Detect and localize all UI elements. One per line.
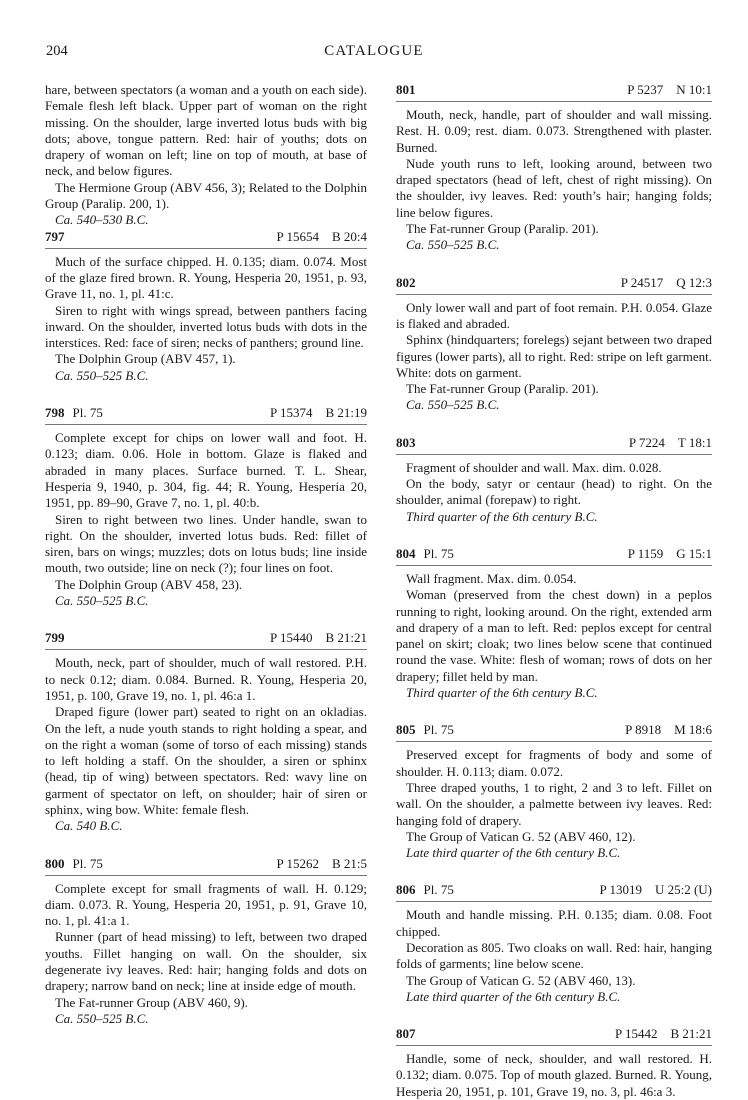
continuation-text: hare, between spectators (a woman and a youth on each side). Female flesh left black. Upper part of woman on the right missing. On the shoulder, large inverted lotus buds with big dots; above, tongue pattern. Red: hair of youths; dots on drapery of woman on left; line on top of mouth, at base of neck, and below figures. [45, 82, 367, 179]
entry-date: Late third quarter of the 6th century B.C. [406, 845, 621, 861]
entry-header [45, 630, 367, 650]
catalogue-entry [396, 435, 712, 525]
entry-date: Ca. 550–525 B.C. [55, 593, 149, 609]
entry-header [396, 435, 712, 455]
grid-reference: B 21:21 [670, 1026, 712, 1042]
entry-id [45, 856, 103, 872]
plate-reference: Pl. 75 [72, 855, 103, 871]
grid-reference: T 18:1 [677, 434, 712, 450]
entry-decoration: Sphinx (hindquarters; forelegs) sejant between two draped figures (lower parts), all to right. Red: stripe on left garment. White: dots on garment. [396, 332, 712, 380]
catalogue-entry [45, 630, 367, 834]
grid-reference: N 10:1 [676, 82, 712, 97]
entry-description: Complete except for chips on lower wall and foot. H. 0.123; diam. 0.06. Hole in bottom. Glaze is flaked and abraded in many places. Surface burned. T. L. Shear, Hesperia 9, 1940, p. 304, fig. 44; R. Young, Hesperia 20, 1951, pp. 89–90, Grave 7, no. 1, pl. 40:b. [45, 430, 367, 511]
inventory-number: P 5237 [627, 82, 664, 97]
entry-header [396, 275, 712, 295]
entry-id [396, 722, 454, 738]
inventory-number: P 15654 [276, 228, 319, 244]
catalogue-entry [396, 82, 712, 254]
entry-date: Third quarter of the 6th century B.C. [406, 508, 598, 524]
page-number: 204 [46, 43, 68, 59]
entry-header [396, 882, 712, 902]
entry-attribution: The Fat-runner Group (Paralip. 201). [406, 381, 599, 397]
entry-decoration: Woman (preserved from the chest down) in a peplos running to right, looking around. On the right, extended arm and drapery of a man to left. Red: peplos except for central panel on skirt; cloak; two lines below scene that continued round the vase. White: flesh of woman; rows of dots on her drapery; fillet held by man. [396, 587, 712, 684]
entry-decoration: On the body, satyr or centaur (head) to right. On the shoulder, animal (forepaw) to right. [396, 476, 712, 508]
entry-description: Fragment of shoulder and wall. Max. dim. 0.028. [406, 459, 662, 475]
entry-decoration: Siren to right between two lines. Under handle, swan to right. On the shoulder, inverted lotus buds. Red: fillet of siren, bars on wings; muzzles; dots on lotus buds; line inside mouth, two outside; line on neck (?); four lines on foot. [45, 511, 367, 576]
grid-reference: B 21:5 [331, 855, 367, 871]
entry-number: 806 [396, 882, 416, 898]
catalogue-entry [45, 856, 367, 1028]
inventory-info [621, 275, 712, 291]
entry-number: 801 [396, 82, 416, 97]
entry-id [396, 82, 416, 98]
inventory-number: P 1159 [627, 545, 664, 561]
entry-description: Wall fragment. Max. dim. 0.054. [406, 570, 577, 586]
inventory-number: P 13019 [599, 882, 642, 898]
entry-date: Ca. 540 B.C. [55, 818, 123, 834]
entry-description: Complete except for small fragments of wall. H. 0.129; diam. 0.073. R. Young, Hesperia 20, 1951, p. 91, Grave 10, no. 1, pl. 41:a 1. [45, 880, 367, 929]
entry-attribution: The Dolphin Group (ABV 457, 1). [55, 351, 236, 367]
entry-id [396, 1026, 416, 1042]
continuation-block [45, 82, 367, 229]
catalogue-entry [396, 1026, 712, 1100]
continuation-date: Ca. 540–530 B.C. [55, 212, 149, 228]
right-entries [396, 82, 712, 1100]
grid-reference: B 20:4 [331, 228, 367, 244]
entry-decoration: Nude youth runs to left, looking around, between two draped spectators (head of left, chest of right missing). On the shoulder, ivy leaves. Red: youth’s hair; hanging folds; line below figures. [396, 155, 712, 220]
entry-decoration: Decoration as 805. Two cloaks on wall. Red: hair, hanging folds of garments; line below scene. [396, 939, 712, 972]
entry-header [45, 856, 367, 876]
inventory-info [628, 546, 712, 562]
entry-number: 803 [396, 434, 416, 450]
entry-decoration: Draped figure (lower part) seated to right on an okladias. On the left, a nude youth stands to right holding a spear, and on the right a woman (some of torso of each missing) stands to left holding a staff. On the shoulder, a siren or sphinx (head, tip of wing) between spectators. Red: wavy line on garment of spectator on left, on shoulder; hair of siren or sphinx, wing bow. White: female flesh. [45, 704, 367, 817]
catalogue-entry [45, 405, 367, 609]
entry-number: 802 [396, 274, 416, 290]
plate-reference: Pl. 75 [423, 545, 454, 561]
inventory-info [625, 722, 712, 738]
entry-date: Ca. 550–525 B.C. [55, 367, 149, 383]
entry-description: Mouth, neck, handle, part of shoulder and wall missing. Rest. H. 0.09; rest. diam. 0.073. Strengthened with plaster. Burned. [396, 107, 712, 155]
entry-attribution: The Group of Vatican G. 52 (ABV 460, 12). [406, 828, 636, 844]
inventory-number: P 8918 [625, 722, 662, 738]
entry-header [45, 229, 367, 249]
entry-description: Preserved except for fragments of body and some of shoulder. H. 0.113; diam. 0.072. [396, 747, 712, 779]
entry-attribution: The Group of Vatican G. 52 (ABV 460, 13). [406, 972, 636, 988]
inventory-info [615, 1026, 712, 1042]
running-head: CATALOGUE [324, 43, 424, 59]
entry-id [396, 882, 454, 898]
inventory-number: P 7224 [628, 434, 665, 450]
entry-attribution: The Fat-runner Group (ABV 460, 9). [55, 994, 248, 1010]
entry-header [396, 82, 712, 102]
entry-date: Late third quarter of the 6th century B.C. [406, 988, 621, 1004]
inventory-info [629, 435, 712, 451]
plate-reference: Pl. 75 [423, 882, 454, 898]
entry-id [45, 630, 65, 646]
entry-header [396, 1026, 712, 1046]
entry-date: Ca. 550–525 B.C. [406, 237, 500, 253]
entry-id [45, 405, 103, 421]
entry-number: 798 [45, 405, 65, 421]
grid-reference: Q 12:3 [676, 274, 712, 290]
inventory-number: P 15440 [269, 630, 313, 646]
catalogue-entry [396, 722, 712, 861]
entry-number: 805 [396, 722, 416, 738]
entry-description: Much of the surface chipped. H. 0.135; diam. 0.074. Most of the glaze fired brown. R. Young, Hesperia 20, 1951, p. 93, Grave 11, no. 1, pl. 41:c. [45, 253, 367, 302]
entry-decoration: Siren to right with wings spread, between panthers facing inward. On the shoulder, inverted lotus buds with dots in the interstices. Red: face of siren; necks of panthers; ground line. [45, 302, 367, 351]
grid-reference: U 25:2 (U) [654, 882, 712, 898]
entry-number: 804 [396, 545, 416, 561]
entry-number: 800 [45, 855, 65, 871]
entry-header [45, 405, 367, 425]
inventory-info [276, 229, 367, 245]
inventory-number: P 15374 [269, 405, 313, 421]
left-column [45, 82, 367, 1027]
entry-decoration: Runner (part of head missing) to left, between two draped youths. Fillet hanging on wall. On the shoulder, six degenerate ivy leaves. Red: hair; hanging folds and dots on drapery; narrow band on neck; line at inside edge of mouth. [45, 929, 367, 994]
grid-reference: B 21:19 [325, 405, 367, 421]
entry-id [396, 435, 416, 451]
continuation-attribution: The Hermione Group (ABV 456, 3); Related to the Dolphin Group (Paralip. 200, 1). [45, 179, 367, 212]
grid-reference: G 15:1 [676, 545, 712, 561]
left-entries [45, 229, 367, 1028]
entry-date: Ca. 550–525 B.C. [406, 397, 500, 413]
entry-date: Third quarter of the 6th century B.C. [406, 685, 598, 701]
entry-header [396, 546, 712, 566]
plate-reference: Pl. 75 [423, 722, 454, 738]
inventory-number: P 15262 [276, 855, 319, 871]
entry-id [396, 546, 454, 562]
catalogue-entry [45, 229, 367, 384]
entry-date: Ca. 550–525 B.C. [55, 1010, 149, 1026]
entry-id [396, 275, 416, 291]
entry-id [45, 229, 65, 245]
catalogue-entry [396, 546, 712, 701]
entry-description: Mouth, neck, part of shoulder, much of wall restored. P.H. to neck 0.12; diam. 0.084. Burned. R. Young, Hesperia 20, 1951, p. 100, Grave 19, no. 1, pl. 46:a 1. [45, 655, 367, 703]
inventory-number: P 15442 [614, 1026, 658, 1042]
entry-decoration: Three draped youths, 1 to right, 2 and 3 to left. Fillet on wall. On the shoulder, a palmette between ivy leaves. Red: hanging fold of drapery. [396, 779, 712, 828]
catalogue-entry [396, 275, 712, 414]
entry-number: 797 [45, 228, 65, 244]
inventory-info [270, 405, 367, 421]
grid-reference: B 21:21 [325, 630, 367, 646]
grid-reference: M 18:6 [674, 722, 712, 738]
right-column [396, 82, 712, 1100]
entry-description: Only lower wall and part of foot remain. P.H. 0.054. Glaze is flaked and abraded. [396, 299, 712, 331]
inventory-info [627, 82, 712, 98]
inventory-info [270, 630, 367, 646]
entry-description: Mouth and handle missing. P.H. 0.135; diam. 0.08. Foot chipped. [396, 907, 712, 939]
entry-number: 807 [396, 1026, 416, 1042]
inventory-info [276, 856, 367, 872]
entry-attribution: The Dolphin Group (ABV 458, 23). [55, 576, 243, 592]
inventory-number: P 24517 [620, 274, 664, 290]
inventory-info [599, 882, 712, 898]
plate-reference: Pl. 75 [72, 405, 103, 421]
entry-attribution: The Fat-runner Group (Paralip. 201). [406, 221, 599, 237]
catalogue-entry [396, 882, 712, 1005]
entry-number: 799 [45, 630, 65, 646]
entry-description: Handle, some of neck, shoulder, and wall restored. H. 0.132; diam. 0.075. Top of mouth glazed. Burned. R. Young, Hesperia 20, 1951, p. 101, Grave 19, no. 3, pl. 46:a 3. [396, 1051, 712, 1099]
entry-header [396, 722, 712, 742]
